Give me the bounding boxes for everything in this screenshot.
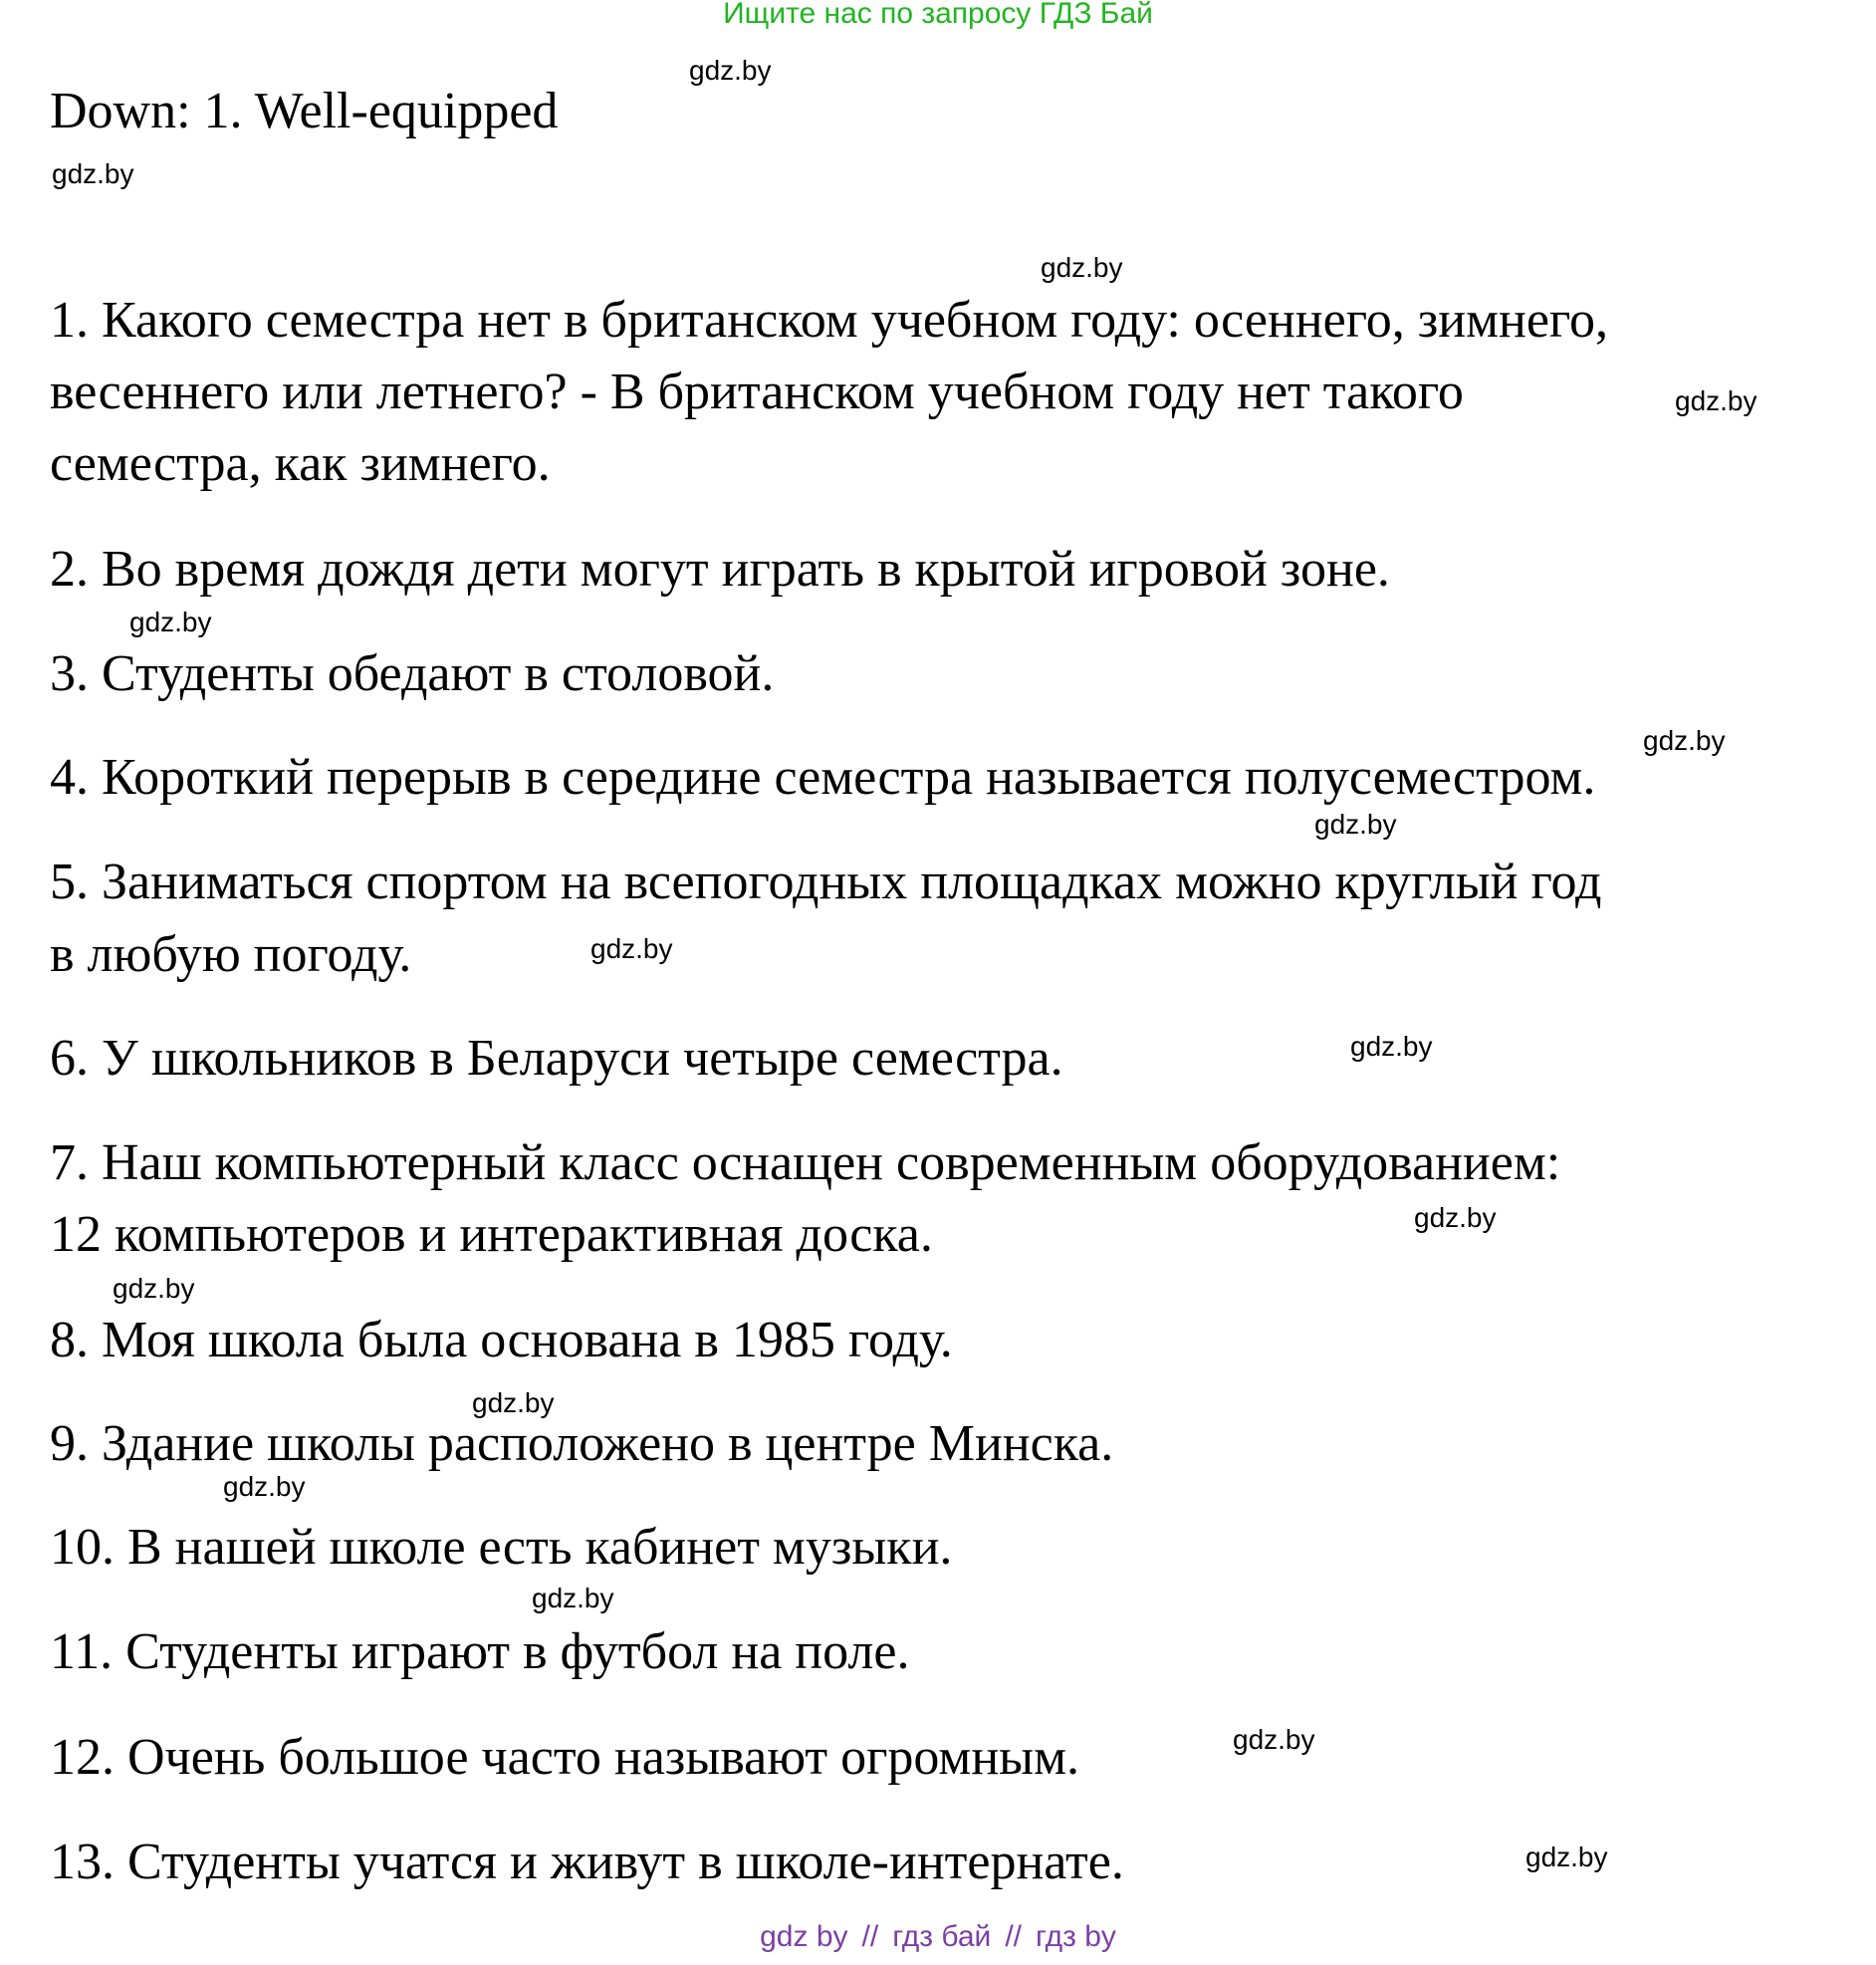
watermark: gdz.by bbox=[1041, 252, 1123, 283]
page-heading: Down: 1. Well-equipped bbox=[50, 83, 559, 139]
text-line: 6. У школьников в Беларуси четыре семестра. bbox=[50, 1030, 1063, 1087]
bottom-banner-link[interactable]: гдз бай bbox=[892, 1920, 992, 1953]
text-line: 11. Студенты играют в футбол на поле. bbox=[50, 1623, 910, 1680]
watermark: gdz.by bbox=[1233, 1724, 1315, 1755]
text-line: 1. Какого семестра нет в британском учебном году: осеннего, зимнего, bbox=[50, 292, 1608, 349]
text-line: 3. Студенты обедают в столовой. bbox=[50, 645, 775, 702]
text-line: 4. Короткий перерыв в середине семестра называется полусеместром. bbox=[50, 749, 1596, 806]
watermark: gdz.by bbox=[1525, 1842, 1608, 1872]
text-line: 5. Заниматься спортом на всепогодных площадках можно круглый год bbox=[50, 854, 1602, 910]
watermark: gdz.by bbox=[1414, 1202, 1497, 1233]
text-line: 13. Студенты учатся и живут в школе-интернате. bbox=[50, 1834, 1124, 1890]
top-banner[interactable]: Ищите нас по запросу ГДЗ Бай bbox=[723, 0, 1153, 30]
watermark: gdz.by bbox=[590, 933, 673, 964]
watermark: gdz.by bbox=[52, 158, 134, 189]
bottom-banner-link[interactable]: gdz by bbox=[760, 1920, 848, 1953]
watermark: gdz.by bbox=[223, 1471, 306, 1502]
watermark: gdz.by bbox=[1314, 809, 1397, 840]
text-line: 12 компьютеров и интерактивная доска. bbox=[50, 1206, 933, 1263]
watermark: gdz.by bbox=[689, 55, 772, 86]
watermark: gdz.by bbox=[1350, 1031, 1433, 1062]
watermark: gdz.by bbox=[1643, 725, 1726, 756]
watermark: gdz.by bbox=[129, 607, 212, 637]
watermark: gdz.by bbox=[113, 1273, 195, 1304]
text-line: 12. Очень большое часто называют огромным. bbox=[50, 1729, 1080, 1786]
bottom-banner[interactable] bbox=[0, 1917, 1876, 1957]
watermark: gdz.by bbox=[532, 1583, 614, 1613]
text-line: 7. Наш компьютерный класс оснащен современным оборудованием: bbox=[50, 1134, 1561, 1191]
bottom-banner-link[interactable]: гдз by bbox=[1036, 1920, 1116, 1953]
text-line: семестра, как зимнего. bbox=[50, 435, 551, 492]
watermark: gdz.by bbox=[472, 1387, 555, 1418]
bottom-banner-separator: // bbox=[861, 1920, 879, 1953]
text-line: в любую погоду. bbox=[50, 926, 412, 983]
text-line: 10. В нашей школе есть кабинет музыки. bbox=[50, 1519, 953, 1576]
text-line: 8. Моя школа была основана в 1985 году. bbox=[50, 1312, 953, 1368]
text-line: 9. Здание школы расположено в центре Минска. bbox=[50, 1415, 1114, 1472]
text-line: весеннего или летнего? - В британском учебном году нет такого bbox=[50, 364, 1464, 420]
bottom-banner-separator: // bbox=[1005, 1920, 1022, 1953]
text-line: 2. Во время дождя дети могут играть в крытой игровой зоне. bbox=[50, 541, 1390, 598]
watermark: gdz.by bbox=[1675, 385, 1758, 416]
